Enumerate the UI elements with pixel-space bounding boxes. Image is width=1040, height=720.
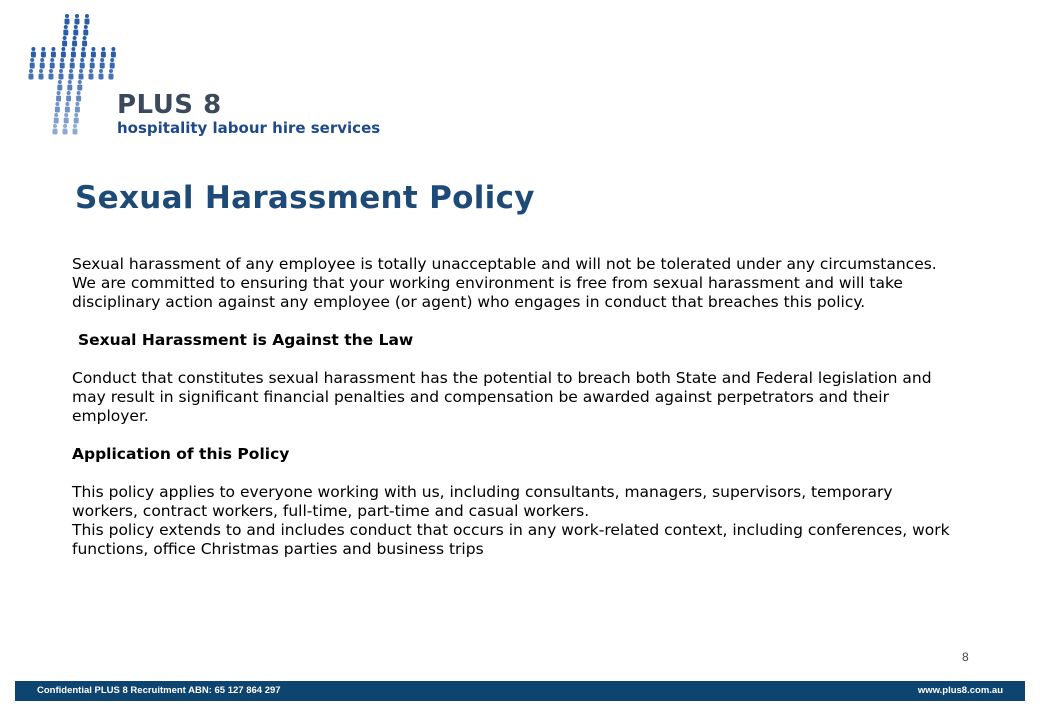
page-number: 8 (962, 650, 969, 664)
company-logo (20, 10, 381, 140)
policy-body (72, 255, 952, 559)
section-text-law: Conduct that constitutes sexual harassment has the potential to breach both State and Federal legislation and may result in significant financial penalties and compensation be awarded against perpetrators and their employer. (72, 369, 932, 425)
logo-company-name: PLUS 8 (117, 90, 222, 120)
page-title: Sexual Harassment Policy (75, 180, 535, 216)
footer-bar (15, 681, 1025, 701)
section-text-application-2: This policy extends to and includes conduct that occurs in any work-related context, including conferences, work functions, office Christmas parties and business trips (72, 521, 950, 558)
footer-confidential-text: Confidential PLUS 8 Recruitment ABN: 65 127 864 297 (37, 685, 281, 696)
section-text-application-1: This policy applies to everyone working with us, including consultants, managers, supervisors, temporary workers, contract workers, full-time, part-time and casual workers. (72, 483, 893, 520)
section-heading-application: Application of this Policy (72, 445, 290, 463)
logo-tagline: hospitality labour hire services (117, 119, 381, 137)
footer-website-link[interactable]: www.plus8.com.au (917, 685, 1003, 696)
section-heading-law: Sexual Harassment is Against the Law (78, 331, 414, 349)
people-cross-logo-icon (20, 10, 120, 140)
intro-paragraph: Sexual harassment of any employee is totally unacceptable and will not be tolerated under any circumstances. We are committed to ensuring that your working environment is free from sexual harassment and will take disciplinary action against any employee (or agent) who engages in conduct that breaches this policy. (72, 255, 937, 311)
